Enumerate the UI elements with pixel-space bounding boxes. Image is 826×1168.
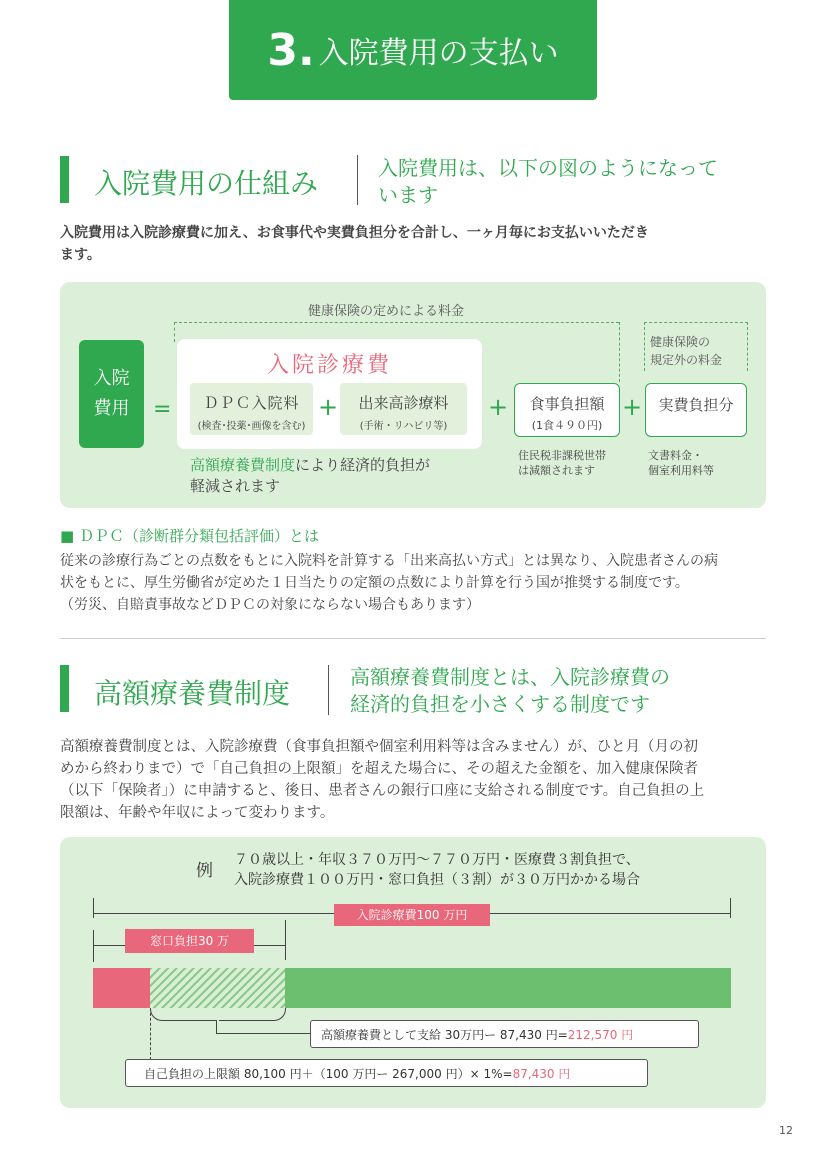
- section-divider: [328, 665, 329, 715]
- dpc-fee-chip: ＤＰＣ入院料 (検査･投薬･画像を含む): [190, 383, 313, 435]
- chapter-number: 3.: [267, 24, 315, 76]
- high-cost-note: 高額療養費制度により経済的負担が 軽減されます: [190, 456, 431, 495]
- section1-title: 入院費用の仕組み: [94, 167, 319, 200]
- brace-right: [219, 1008, 286, 1021]
- refund-segment: [150, 968, 285, 1008]
- meal-fee-note: 住民税非課税世帯 は減額されます: [518, 449, 606, 477]
- payment-callout: 高額療養費として支給 30万円ー 87,430 円=212,570 円: [310, 1020, 699, 1048]
- limit-segment: [93, 968, 150, 1008]
- chapter-title: 入院費用の支払い: [318, 36, 559, 71]
- example-label: 例: [196, 861, 213, 881]
- window-bracket-left: [93, 930, 94, 962]
- section1-body: 入院費用は入院診療費に加え、お食事代や実費負担分を合計し、一ヶ月毎にお支払いいただき ます。: [60, 225, 649, 263]
- actual-cost-box: 実費負担分: [645, 383, 747, 437]
- limit-callout: 自己負担の上限額 80,100 円＋（100 万円ー 267,000 円）× 1%=87,430 円: [125, 1059, 648, 1087]
- section2-subtitle: 高額療養費制度とは、入院診療費の 経済的負担を小さくする制度です: [350, 665, 670, 716]
- insurance-fee-label: 健康保険の定めによる料金: [308, 304, 465, 319]
- total-bracket-right: [730, 898, 731, 918]
- section-accent-bar: [60, 156, 69, 203]
- page-number: 12: [779, 1124, 793, 1137]
- section-accent-bar: [60, 665, 69, 712]
- equals-sign: =: [153, 397, 172, 422]
- insurance-bracket-top: [174, 322, 619, 323]
- limit-dashed-guide: [150, 1008, 151, 1060]
- dpc-body: 従来の診療行為ごとの点数をもとに入院料を計算する「出来高払い方式」とは異なり、入院患者さんの病 状をもとに、厚生労働省が定めた１日当たりの定額の点数により計算を行う国が推奨する制度です。 （労災、自賠責事故などＤＰＣの対象にならない場合もあります）: [60, 553, 718, 613]
- section-separator: [60, 638, 766, 639]
- meal-fee-box: 食事負担額 (1食４９０円): [514, 383, 620, 437]
- insurance-bracket-left: [174, 322, 175, 342]
- window-bracket-right: [285, 920, 286, 960]
- actual-cost-note: 文書料金・ 個室利用料等: [648, 449, 714, 477]
- section-divider: [357, 155, 358, 205]
- section2-body: 高額療養費制度とは、入院診療費（食事負担額や個室利用料等は含みません）が、ひと月（月の初 めから終わりまで）で「自己負担の上限額」を超えた場合に、その超えた金額を、加入健康保険者 （以下「保険者」）に申請すると、後日、患者さんの銀行口座に支給される制度です。自己負担の上 限額は、年齢や年収によって変わります。: [60, 739, 705, 821]
- performance-fee-chip: 出来高診療料 (手術・リハビリ等): [340, 383, 467, 435]
- total-fee-box: 入院 費用: [79, 340, 144, 448]
- chapter-header: [229, 0, 597, 100]
- brace-stem: [216, 1020, 217, 1033]
- brace-connector: [216, 1033, 310, 1034]
- plus-sign: +: [622, 393, 643, 421]
- dpc-heading: ■ ＤＰＣ（診断群分類包括評価）とは: [60, 527, 319, 545]
- section2-title: 高額療養費制度: [94, 677, 291, 710]
- example-condition: ７０歳以上・年収３７０万円〜７７０万円・医療費３割負担で、 入院診療費１００万円・窓口負担（３割）が３０万円かかる場合: [234, 852, 640, 888]
- outside-fee-label: 健康保険の 規定外の料金: [650, 335, 723, 367]
- total-fee-tag: 入院診療費100 万円: [334, 904, 490, 926]
- plus-sign: +: [488, 393, 509, 421]
- brace-left: [150, 1008, 217, 1021]
- window-payment-tag: 窓口負担30 万: [125, 929, 254, 953]
- insurer-segment: [285, 968, 731, 1008]
- insurance-bracket-right: [619, 322, 620, 382]
- section1-subtitle: 入院費用は、以下の図のようになって います: [378, 156, 718, 207]
- total-bracket-left: [93, 898, 94, 918]
- treatment-fee-title: 入院診療費: [266, 353, 392, 378]
- plus-sign: +: [318, 393, 339, 421]
